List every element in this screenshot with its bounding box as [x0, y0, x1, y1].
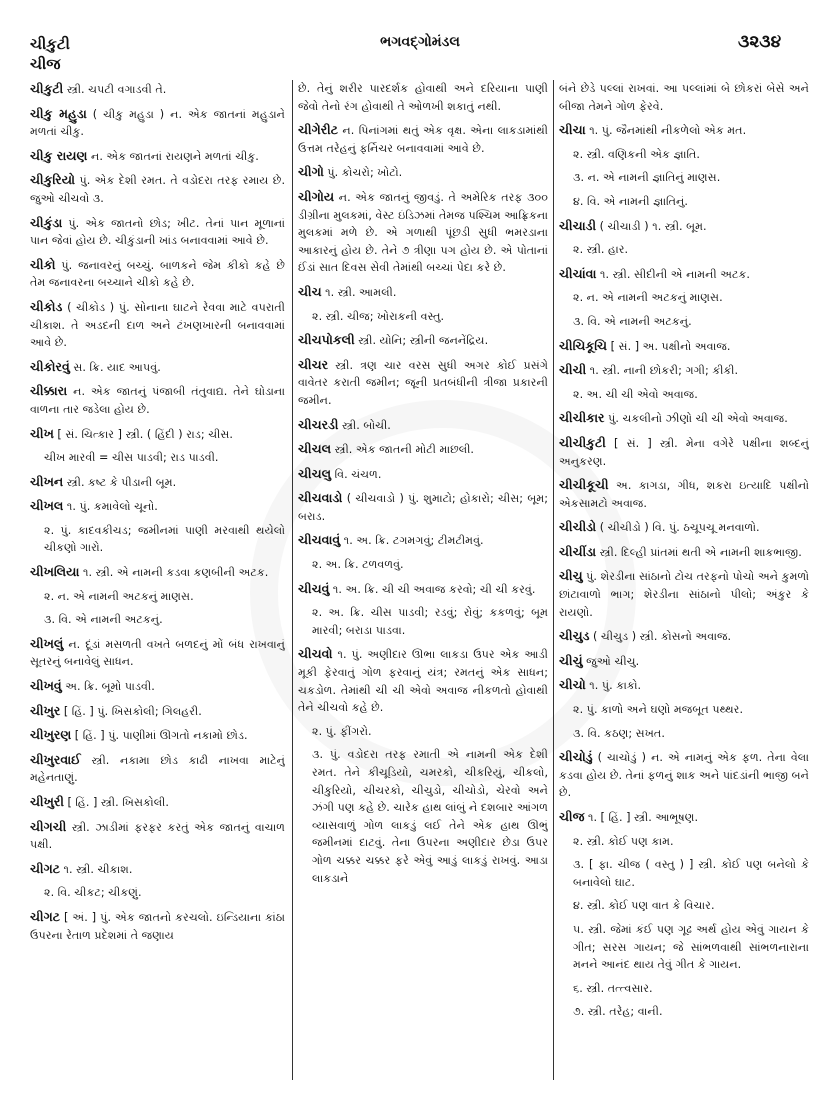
definition-text: સ્ત્રી. ચપટી વગાડવી તે.: [63, 83, 167, 96]
headword: ચીચવાવું: [298, 532, 341, 548]
dictionary-entry: [298, 163, 548, 182]
dictionary-entry: [30, 818, 285, 854]
headword: ચીગચી: [30, 818, 67, 834]
dictionary-entry: [30, 473, 285, 492]
headword: ચીગો: [298, 164, 324, 180]
headword: ચીકોડ: [30, 298, 63, 314]
dictionary-entry: [559, 121, 809, 140]
definition-text: ૧. [ હિં. ] સ્ત્રી. આભૂષણ.: [584, 811, 699, 824]
definition-text: ૪. સ્ત્રી. કોઈ પણ વાત કે વિચાર.: [573, 899, 715, 913]
entry-sense: [559, 980, 809, 998]
definition-text: ૨. સ્ત્રી. વણિકની એક જ્ઞાતિ.: [573, 147, 700, 161]
first-headword: ચીકુટી: [30, 35, 70, 53]
dictionary-entry: [298, 356, 548, 410]
definition-text: ૬. સ્ત્રી. તત્ત્વસાર.: [573, 981, 653, 995]
definition-text: પું. કોચરો; ખોટો.: [323, 166, 403, 180]
dictionary-entry: [298, 440, 548, 459]
dictionary-entry: [559, 748, 809, 802]
headword: ચીખુર: [30, 702, 61, 718]
dictionary-entry: [30, 147, 285, 166]
dictionary-entry: [559, 808, 809, 827]
headword: ચીચોડું: [559, 749, 593, 765]
dictionary-entry: [30, 382, 285, 418]
definition-text: પું. એક દેશી રમત. તે વડોદરા તરફ રમાય છે. જુઓ ચીચવો ૩.: [30, 174, 285, 205]
headword: ચીચ: [298, 283, 322, 299]
definition-text: ( ચીચવાડો ) પું. શુમાટો; હોકારો; ચીસ; બૂમ; બરાડ.: [298, 492, 548, 523]
definition-text: [ હિં. ] સ્ત્રી. ખિસકોલી.: [63, 796, 169, 809]
dictionary-entry: [30, 702, 285, 721]
dictionary-entry: [559, 476, 809, 512]
entry-sense: [559, 1003, 809, 1021]
headword: ચીચવો: [298, 646, 333, 662]
headword: ચીખુરવાઈ: [30, 751, 81, 767]
definition-text: ૧. સ્ત્રી. નાની છોકરી; ગગી; કીકી.: [586, 364, 739, 378]
dictionary-entry: [298, 465, 548, 484]
definition-text: ૨. સ્ત્રી. ચીજ; ખોરાકની વસ્તુ.: [312, 309, 445, 323]
entry-sense: [559, 701, 809, 719]
definition-text: અ. ક્રિ. બૂમો પાડવી.: [61, 680, 155, 694]
headword: ચીખલિયા: [30, 564, 80, 580]
definition-text: ૩. [ ફા. ચીજ ( વસ્તુ ) ] સ્ત્રી. કોઈ પણ બનેલો કે બનાવેલો ઘાટ.: [573, 858, 809, 889]
dictionary-entry: [298, 80, 548, 115]
entry-sense: [559, 313, 809, 331]
headword: ચીગટ: [30, 860, 60, 876]
headword: ચીચાંવા: [559, 265, 597, 281]
definition-text: ૧. સ્ત્રી. ચીકાશ.: [59, 862, 133, 876]
headword: ચીચી: [559, 362, 587, 378]
definition-text: ૨. વિ. ચીકટ; ચીકણું.: [44, 886, 142, 900]
dictionary-entry: [559, 567, 809, 621]
headword: ચીખવું: [30, 678, 62, 694]
definition-text: ૩. ન. એ નામની જ્ઞાતિનું માણસ.: [573, 171, 721, 185]
dictionary-entry: [559, 652, 809, 671]
definition-text: ૧. સ્ત્રી. સીદીની એ નામની અટક.: [596, 267, 750, 281]
dictionary-entry: [30, 497, 285, 516]
entry-sense: [298, 308, 548, 326]
dictionary-entry: [559, 361, 809, 380]
dictionary-entry: [298, 188, 548, 277]
dictionary-entry: [30, 793, 285, 812]
headword: ચીગેરીટ: [298, 122, 339, 138]
headword: ચીચરડી: [298, 416, 339, 432]
dictionary-entry: [559, 337, 809, 356]
definition-text: ન. એક જાતનું જીવડું. તે અમેરિક તરફ ૩૦૦ ડીગ્રીના મુલકમાં, વેસ્ટ ઇંડિઝમાં તેમજ પશ્ચિમ આફ્રિકના મુલકમાં મળે છે. એ ગળાથી પૂંછડી સુધી ભમરડાના આકારનું હોય છે. તેને ૭ ત્રીણા પગ હોય છે. એ પોતાનાં ઈંડાં સાત દિવસ સેવી તેમાંથી બચ્ચાં પેદા કરે છે.: [298, 190, 548, 275]
dictionary-entry: [30, 677, 285, 696]
headword: ચીખલ: [30, 498, 64, 514]
dictionary-entry: [298, 489, 548, 525]
definition-text: ૫. સ્ત્રી. જેમાં કંઈ પણ ગૂઢ અર્થ હોય એવું ગાયન કે ગીત; સરસ ગાયન; જે સાંભળવાથી સાંભળનારાના મનને આનંદ થાય તેવું ગીત કે ગાયન.: [573, 922, 809, 972]
entry-sense: [298, 723, 548, 741]
definition-text: [ સં. ] અ. પક્ષીનો અવાજ.: [607, 339, 731, 353]
page-number: ૩૨૩૪: [738, 32, 782, 52]
entry-sense: [30, 522, 285, 557]
dictionary-entry: [30, 171, 285, 207]
definition-text: ૨. પું. કાળો અને ઘણો મજબૂત પથ્થર.: [573, 703, 744, 717]
dictionary-entry: [559, 676, 809, 695]
dictionary-entry: [298, 416, 548, 435]
headword: ચીચપોકલી: [298, 332, 355, 348]
definition-text: ૩. પું. વડોદરા તરફ રમાતી એ નામની એક દેશી રમત. તેને કીચૂડિયો, ચમરકો, ચીકરિયું, ચીકલો, ચીકુરિયો, ચીચરકો, ચીચુડો, ચીચોડો, ચેરવો અને ઝંગી પણ કહે છે. ચારેક હાથ લાંબું ને દશબાર આંગળ વ્યાસવાળું ગોળ લાકડું લઈ તેને એક હાથ ઊભું જમીનમાં દાટવું. તેના ઉપરના અણીદાર છેડા ઉપર ગોળ ચક્કર ચક્કર ફરે એવું આડું લાકડું રાખવું. આડા લાકડાને: [312, 748, 548, 885]
definition-text: સ. ક્રિ. યાદ આપવું.: [69, 360, 161, 374]
running-head-left: [30, 34, 70, 74]
definition-text: ( ચાચોડું ) ન. એ નામનું એક ફળ. તેના વેલા કડવા હોય છે. તેનાં ફળનું શાક અને પાંદડાંની ભાજી બને છે.: [559, 751, 809, 800]
entry-sense: [298, 604, 548, 639]
definition-text: [ સં. ચિત્કાર ] સ્ત્રી. ( હિંદી ) રાડ; ચીસ.: [53, 427, 233, 441]
definition-text: છે. તેનું શરીર પારદર્શક હોવાથી અને દરિયાના પાણી જેવો તેનો રંગ હોવાથી તે ઓળખી શકાતું નથી.: [298, 82, 548, 113]
definition-text: જુઓ ચીચુ.: [582, 654, 640, 668]
entry-sense: [30, 884, 285, 902]
definition-text: સ્ત્રી. એક જાતની મોટી માછલી.: [331, 443, 474, 457]
dictionary-entry: [298, 283, 548, 302]
entry-sense: [559, 833, 809, 851]
dictionary-entry: [30, 635, 285, 671]
definition-text: ૪. વિ. એ નામની જ્ઞાતિનું.: [573, 194, 688, 208]
entry-sense: [30, 588, 285, 606]
definition-text: ૨. અ. ચી ચી એવો અવાજ.: [573, 387, 698, 401]
column-rule: [292, 80, 293, 1080]
headword: ચીચવું: [298, 580, 330, 596]
entry-sense: [559, 241, 809, 259]
definition-text: ૭. સ્ત્રી. તરેહ; વાની.: [573, 1005, 663, 1019]
headword: ચીજ: [559, 809, 585, 824]
definition-text: ૨. પું. ફીંગરો.: [312, 724, 372, 738]
definition-text: સ્ત્રી. યોનિ; સ્ત્રીની જનનેંદ્રિય.: [354, 334, 489, 348]
definition-text: અ. કાગડા, ગીધ, શકરા ઇત્યાદિ પક્ષીનો એકસામટો અવાજ.: [559, 479, 809, 510]
definition-text: ૩. વિ. કઠણ; સખત.: [573, 726, 665, 740]
definition-text: ( ચીચુડ ) સ્ત્રી. કોસનો અવાજ.: [589, 630, 732, 644]
definition-text: ૧. પું. કાકો.: [585, 679, 642, 693]
column-rule: [553, 80, 554, 1080]
headword: ચીકુ રાયણ: [30, 147, 88, 163]
entry-sense: [559, 193, 809, 211]
definition-text: ( ચીકોડ ) પું. સોનાના ઘાટને રેવવા માટે વપરાતી ચીકાશ. તે અડદની દાળ અને ટંખણખારની બનાવવામાં આવે છે.: [30, 300, 285, 350]
headword: ચીકુ મહુડા: [30, 105, 87, 121]
dictionary-entry: [30, 80, 285, 99]
definition-text: ન. પિનાંગમાં થતું એક વૃક્ષ. એના લાકડામાંથી ઉત્તમ તરેહનું ફર્નિચર બનાવવામાં આવે છે.: [298, 124, 548, 155]
headword: ચીચીકુટી: [559, 434, 606, 450]
entry-sense: [559, 386, 809, 404]
dictionary-entry: [559, 543, 809, 562]
definition-text: સ્ત્રી. કષ્ટ કે પીડાની બૂમ.: [63, 475, 177, 489]
dictionary-entry: [30, 358, 285, 377]
definition-text: પું. ચકલીનો ઝીણો ચી ચી એવો અવાજ.: [604, 412, 788, 426]
headword: ચીચલુ: [298, 465, 332, 481]
definition-text: [ સં. ] સ્ત્રી. મેના વગેરે પક્ષીના શબ્દનું અનુકરણ.: [559, 436, 809, 468]
headword: ચીગટ: [30, 908, 60, 924]
dictionary-entry: [30, 105, 285, 141]
headword: ચીચું: [559, 652, 583, 668]
dictionary-entry: [30, 860, 285, 879]
entry-sense: [298, 556, 548, 574]
headword: ચીચુડ: [559, 628, 590, 644]
headword: ચીકુટી: [30, 81, 64, 96]
definition-text: ન. દૂંડાં મસળતી વખતે બળદનું મોં બંધ રાખવાનું સૂતરનું બનાવેલું સાધન.: [30, 637, 285, 669]
definition-text: પું. એક જાતનો છોડ; ખીટ. તેનાં પાન મૂળાનાં પાન જેવાં હોય છે. ચીકુંડાની ખાંડ બનાવવામાં આવે છે.: [30, 216, 285, 248]
definition-text: ૨. અ. ક્રિ. ટળવળવું.: [312, 558, 404, 572]
definition-text: વિ. ચંચળ.: [331, 467, 382, 481]
definition-text: ૧. પું. જૈનમાંથી નીકળેલો એક મત.: [585, 124, 747, 138]
dictionary-entry: [559, 627, 809, 646]
headword: ચીચિકૂચિ: [559, 337, 608, 353]
dictionary-entry: [30, 726, 285, 745]
dictionary-entry: [298, 645, 548, 716]
definition-text: પું. જનાવરનું બચ્ચું. બાળકને જેમ કીકો કહે છે તેમ જનાવરના બચ્ચાને ચીકો કહે છે.: [30, 258, 285, 290]
entry-sense: [30, 611, 285, 629]
definition-text: ૧. સ્ત્રી. આમલી.: [321, 285, 397, 299]
definition-text: ( ચીચીડો ) વિ. પું. ઠચૂપચૂ મનવાળો.: [596, 521, 760, 535]
book-title: ભગવદ્ગોમંડલ: [380, 34, 460, 50]
headword: ચીખન: [30, 473, 64, 489]
definition-text: ૩. વિ. એ નામની અટકનું.: [573, 314, 692, 328]
headword: ચીખ: [30, 425, 54, 441]
headword: ચીકુંડા: [30, 214, 63, 230]
definition-text: પું. શેરડીના સાંઠાનો ટોચ તરફનો પોચો અને કુમળો છાંટાવાળો ભાગ; શેરડીના સાંઠાનો પીલો; અંકુર કે રાયણો.: [559, 570, 809, 619]
headword: ચીચીકૂચી: [559, 477, 609, 493]
definition-text: [ હિં. ] પું. ખિસકોલી; ગિલહરી.: [60, 704, 202, 718]
definition-text: ૨. ન. એ નામની અટકનું માણસ.: [44, 589, 194, 603]
headword: ચીકો: [30, 256, 56, 272]
definition-text: ૧. પું. કમાવેલો ચૂનો.: [63, 500, 158, 514]
definition-text: ૨. અ. ક્રિ. ચીસ પાડવી; રડવું; રોવું; કકળવું; બૂમ મારવી; બરાડા પાડવા.: [312, 606, 548, 637]
dictionary-entry: [559, 518, 809, 537]
entry-sense: [559, 725, 809, 743]
dictionary-entry: [559, 434, 809, 470]
headword: ચીચાડી: [559, 217, 597, 233]
last-headword: ચીજ: [30, 55, 61, 73]
headword: ચીચવાડો: [298, 490, 343, 506]
headword: ચીક્કારા: [30, 383, 68, 399]
dictionary-entry: [30, 425, 285, 444]
definition-text: ૨. પું. કાદવકીચડ; જમીનમાં પાણી મરવાથી થયેલો ચીકણો ગારો.: [44, 523, 285, 555]
dictionary-entry: [298, 580, 548, 599]
headword: ચીચીડો: [559, 519, 597, 535]
definition-text: [ હિં. ] પું. પાણીમાં ઊગતો નકામો છોડ.: [71, 729, 248, 743]
headword: ચીચીકાર: [559, 410, 605, 426]
dictionary-entry: [30, 298, 285, 352]
entry-sense: [298, 746, 548, 887]
dictionary-entry: [559, 409, 809, 428]
definition-text: ૨. ન. એ નામની અટકનું માણસ.: [573, 291, 723, 305]
definition-text: ૧. અ. ક્રિ. ટગમગવું; ટીમટીમવું.: [340, 534, 484, 548]
dictionary-entry: [30, 908, 285, 944]
entry-sense: [559, 856, 809, 891]
definition-text: ( ચીચાડી ) ૧. સ્ત્રી. બૂમ.: [596, 219, 707, 233]
definition-text: સ્ત્રી. નકામા છોડ કાઢી નાખવા માટેનું મહેનતાણું.: [30, 753, 285, 785]
entry-sense: [559, 146, 809, 164]
headword: ચીગોય: [298, 188, 335, 204]
headword: ચીચો: [559, 677, 586, 693]
definition-text: ૧. અ. ક્રિ. ચી ચી અવાજ કરવો; ચી ચી કરવું.: [329, 582, 536, 596]
definition-text: ( ચીકુ મહુડા ) ન. એક જાતનાં મહુડાને મળતાં ચીકુ.: [30, 107, 285, 139]
dictionary-entry: [30, 256, 285, 292]
headword: ચીચલ: [298, 441, 332, 457]
definition-text: ન. એક જાતનું પંજાબી તંતુવાદ્ય. તેને ઘોડાના વાળના તાર જડેલા હોય છે.: [30, 385, 285, 416]
headword: ચીખુરણ: [30, 727, 72, 743]
definition-text: સ્ત્રી. ત્રણ ચાર વરસ સુધી અગર કોઈ પ્રસંગે વાવેતર કરાતી જમીન; જૂની પ્રતબંધીની ત્રીજા પ્રકારની જમીન.: [298, 358, 548, 407]
column-1: [30, 80, 285, 1085]
definition-text: ૩. વિ. એ નામની અટકનું.: [44, 613, 163, 627]
dictionary-entry: [559, 217, 809, 236]
dictionary-entry: [30, 751, 285, 787]
entry-sense: [30, 449, 285, 467]
headword: ચીચીંડા: [559, 543, 597, 559]
headword: ચીકુરિયો: [30, 172, 76, 188]
headword: ચીચર: [298, 356, 329, 372]
definition-text: બંને છેડે પલ્લાં રાખવાં. આ પલ્લાંમાં બે છોકરાં બેસે અને બીજા તેમને ગોળ ફેરવે.: [559, 82, 809, 113]
dictionary-entry: [559, 265, 809, 284]
definition-text: [ અં. ] પું. એક જાતનો કરચલો. ઇન્ડિયાના કાંઠા ઉપરના રેતાળ પ્રદેશમાં તે જણાય: [30, 910, 285, 942]
dictionary-entry: [298, 121, 548, 157]
headword: ચીચા: [559, 122, 586, 138]
headword: ચીચુ: [559, 568, 583, 584]
dictionary-entry: [298, 331, 548, 350]
headword: ચીખલું: [30, 635, 64, 651]
definition-text: ૧. સ્ત્રી. એ નામની કડવા કણબીની અટક.: [79, 566, 269, 580]
definition-text: સ્ત્રી. બોચી.: [338, 418, 391, 432]
definition-text: ચીખ મારવી = ચીસ પાડવી; રાડ પાડવી.: [44, 451, 219, 465]
dictionary-entry: [559, 80, 809, 115]
entry-sense: [559, 289, 809, 307]
column-3: [559, 80, 809, 1085]
entry-sense: [559, 169, 809, 187]
column-2: [298, 80, 548, 1085]
dictionary-entry: [30, 214, 285, 250]
dictionary-entry: [30, 563, 285, 582]
definition-text: ન. એક જાતનાં રાયણને મળતાં ચીકુ.: [87, 149, 259, 163]
entry-sense: [559, 897, 809, 915]
definition-text: ૨. સ્ત્રી. કોઈ પણ કામ.: [573, 834, 674, 848]
entry-sense: [559, 921, 809, 974]
headword: ચીખુરી: [30, 794, 64, 809]
definition-text: ૨. સ્ત્રી. હાર.: [573, 243, 629, 257]
definition-text: સ્ત્રી. દિલ્હી પ્રાંતમાં થતી એ નામની શાકભાજી.: [596, 545, 802, 559]
definition-text: સ્ત્રી. ઝાડીમાં ફરફર કરતું એક જાતનું વાચાળ પક્ષી.: [30, 820, 285, 852]
headword: ચીકોરવું: [30, 358, 70, 374]
dictionary-entry: [298, 531, 548, 550]
definition-text: ૧. પું. અણીદાર ઊભા લાકડા ઉપર એક આડી મૂકી ફેરવાતું ગોળ ફરવાનું યંત્ર; રમતનું એક સાધન; ચકડોળ. તેમાંથી ચી ચી એવો અવાજ નીકળતો હોવાથી તેને ચીચવો કહે છે.: [298, 648, 548, 715]
